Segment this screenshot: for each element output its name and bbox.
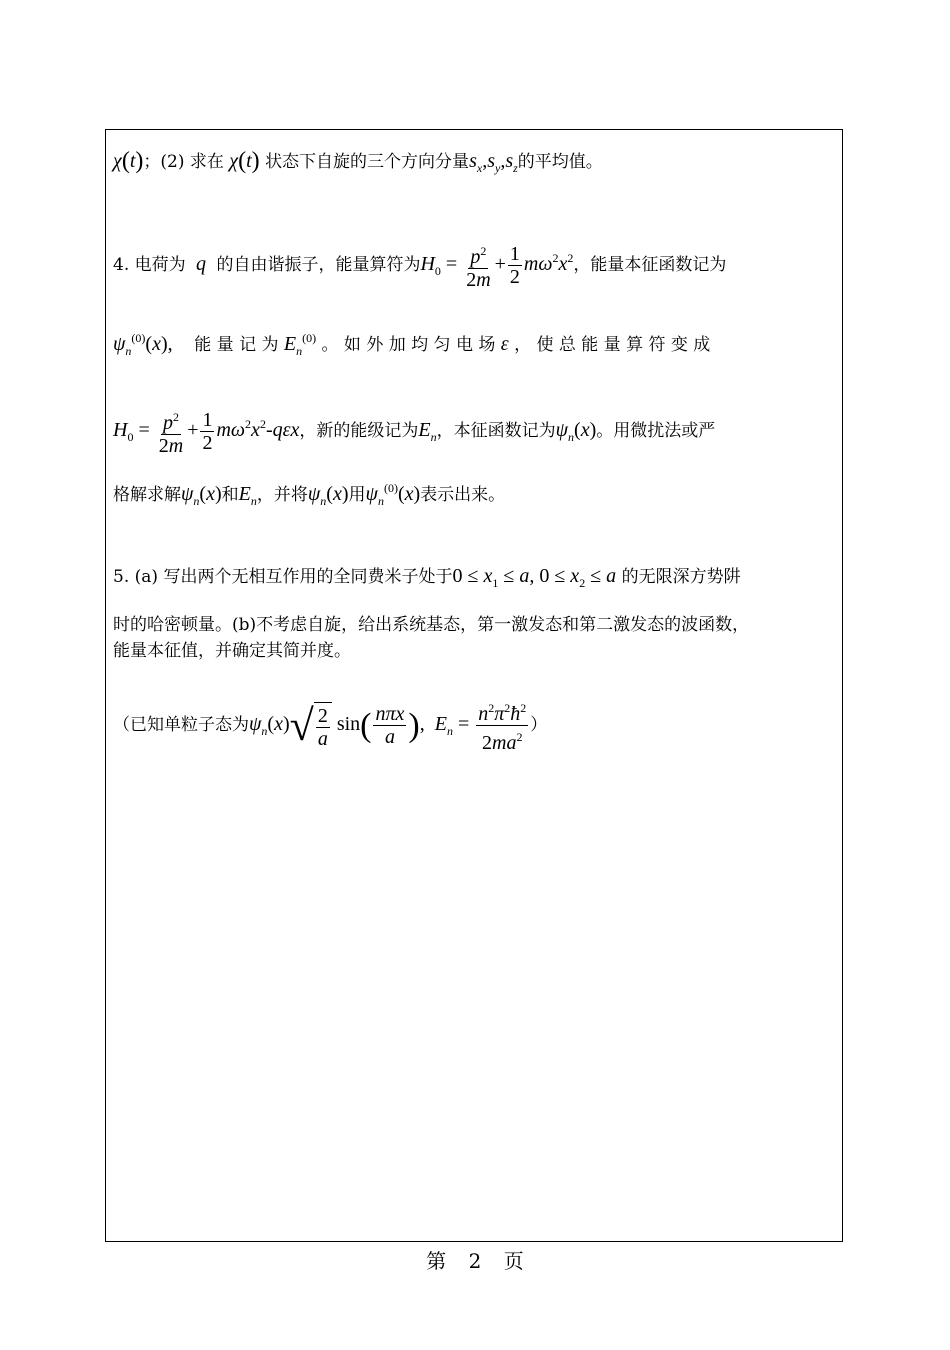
q3-text-a: 求在 [189,152,224,172]
q5-text-b: 的无限深方势阱 [621,567,741,587]
q5-text-c: 时的哈密顿量。(b)不考虑自旋，给出系统基态，第一激发态和第二激发态的波函数， [113,615,750,635]
q4-text-h: ，本征函数记为 [436,421,556,442]
q5-hint-close: ） [530,715,548,736]
q4-text-i: 。用微扰法或严 [596,421,716,442]
math-single-particle-state: $\psi_n(x)$ √ $\frac{2}{a}$ sin( $\frac{\text{nπx}}{a}$ ), $E_n$ = $\frac{n^2\pi^2ħ^2}{2ma^2}$ [249,713,530,735]
q4-text-c: ，能量本征函数记为 [573,255,727,276]
math-e-n-0: $E_n^{(0)}$ [283,331,317,358]
q4-text-n: 表示出来。 [420,485,506,505]
q4-text-k: 和 [221,485,239,505]
math-psi-n-3: $\psi_n(x)$ [307,483,349,508]
q4-line-2 [113,326,836,363]
q3-tail-line: χ(t)；(2) 求在 χ(t) 状态下自旋的三个方向分量$s_x,s_y,s_z$的平均值。 [113,148,603,175]
q5-line-1 [113,564,836,595]
q4-text-f: ， 使 总 能 量 算 符 变 成 [514,335,711,355]
math-psi-n: $\psi_n(x)$ [555,419,597,445]
q5-line-2 [113,613,836,637]
math-epsilon: ε [500,333,509,355]
math-chi-t-2: χ(t) [229,148,260,174]
q4-text-e: 。 如 外 加 均 匀 电 场 [321,335,496,355]
q4-text-b: 的自由谐振子，能量算符为 [216,255,421,276]
q5-part-a: (a) [134,567,159,587]
math-chi-t: χ(t) [113,148,144,174]
q5-hint-line [113,697,836,754]
math-well-bounds: $0 \le x_1 \le a$, $0 \le x_2 \le a$ [452,565,617,590]
q5-hint-open: （已知单粒子态为 [113,715,249,736]
q4-number: 4. [113,255,130,276]
q5-line-3 [113,639,836,663]
q4-line-1 [113,240,836,291]
q4-text-m: 用 [348,485,366,505]
q3-text-c: 的平均值。 [517,152,603,172]
q5-number: 5. [113,567,130,587]
q4-text-d: 能 量 记 为 [194,335,279,355]
math-psi-n-0-2: $\psi_n^{(0)}(x)$ [365,481,421,508]
page-number-footer: 第 2 页 [426,1249,524,1273]
math-psi-n-0: $\psi_n^{(0)}(x)$, [113,331,173,358]
q4-text-a: 电荷为 [134,255,186,276]
q5-text-d: 能量本征值，并确定其简并度。 [113,641,351,661]
math-q: q [191,253,212,276]
q5-text-a: 写出两个无相互作用的全同费米子处于 [163,567,453,587]
question-frame [105,129,843,1242]
math-spin-components: $s_x,s_y,s_z$ [469,150,518,175]
q3-part-2: (2) [160,152,185,172]
math-hamiltonian-total: $H_0$ = $\frac{p^2}{2m}$ + $\frac{1}{2}$ $m\omega^2x^2$-qεx [113,419,299,441]
math-e-n-2: $E_n$ [238,483,257,508]
math-e-n: $E_n$ [418,419,437,445]
q4-line-3 [113,406,836,457]
q3-text-b: 状态下自旋的三个方向分量 [265,152,470,172]
q4-text-g: ，新的能级记为 [299,421,419,442]
q4-text-l: ，并将 [256,485,308,505]
math-psi-n-2: $\psi_n(x)$ [181,483,222,508]
q4-text-j: 格解求解 [113,485,181,505]
q4-line-4 [113,476,836,513]
math-hamiltonian-h0: $H_0$ = $\frac{p^2}{2m}$ + $\frac{1}{2}$ $m\omega^2x^2$ [420,253,573,275]
